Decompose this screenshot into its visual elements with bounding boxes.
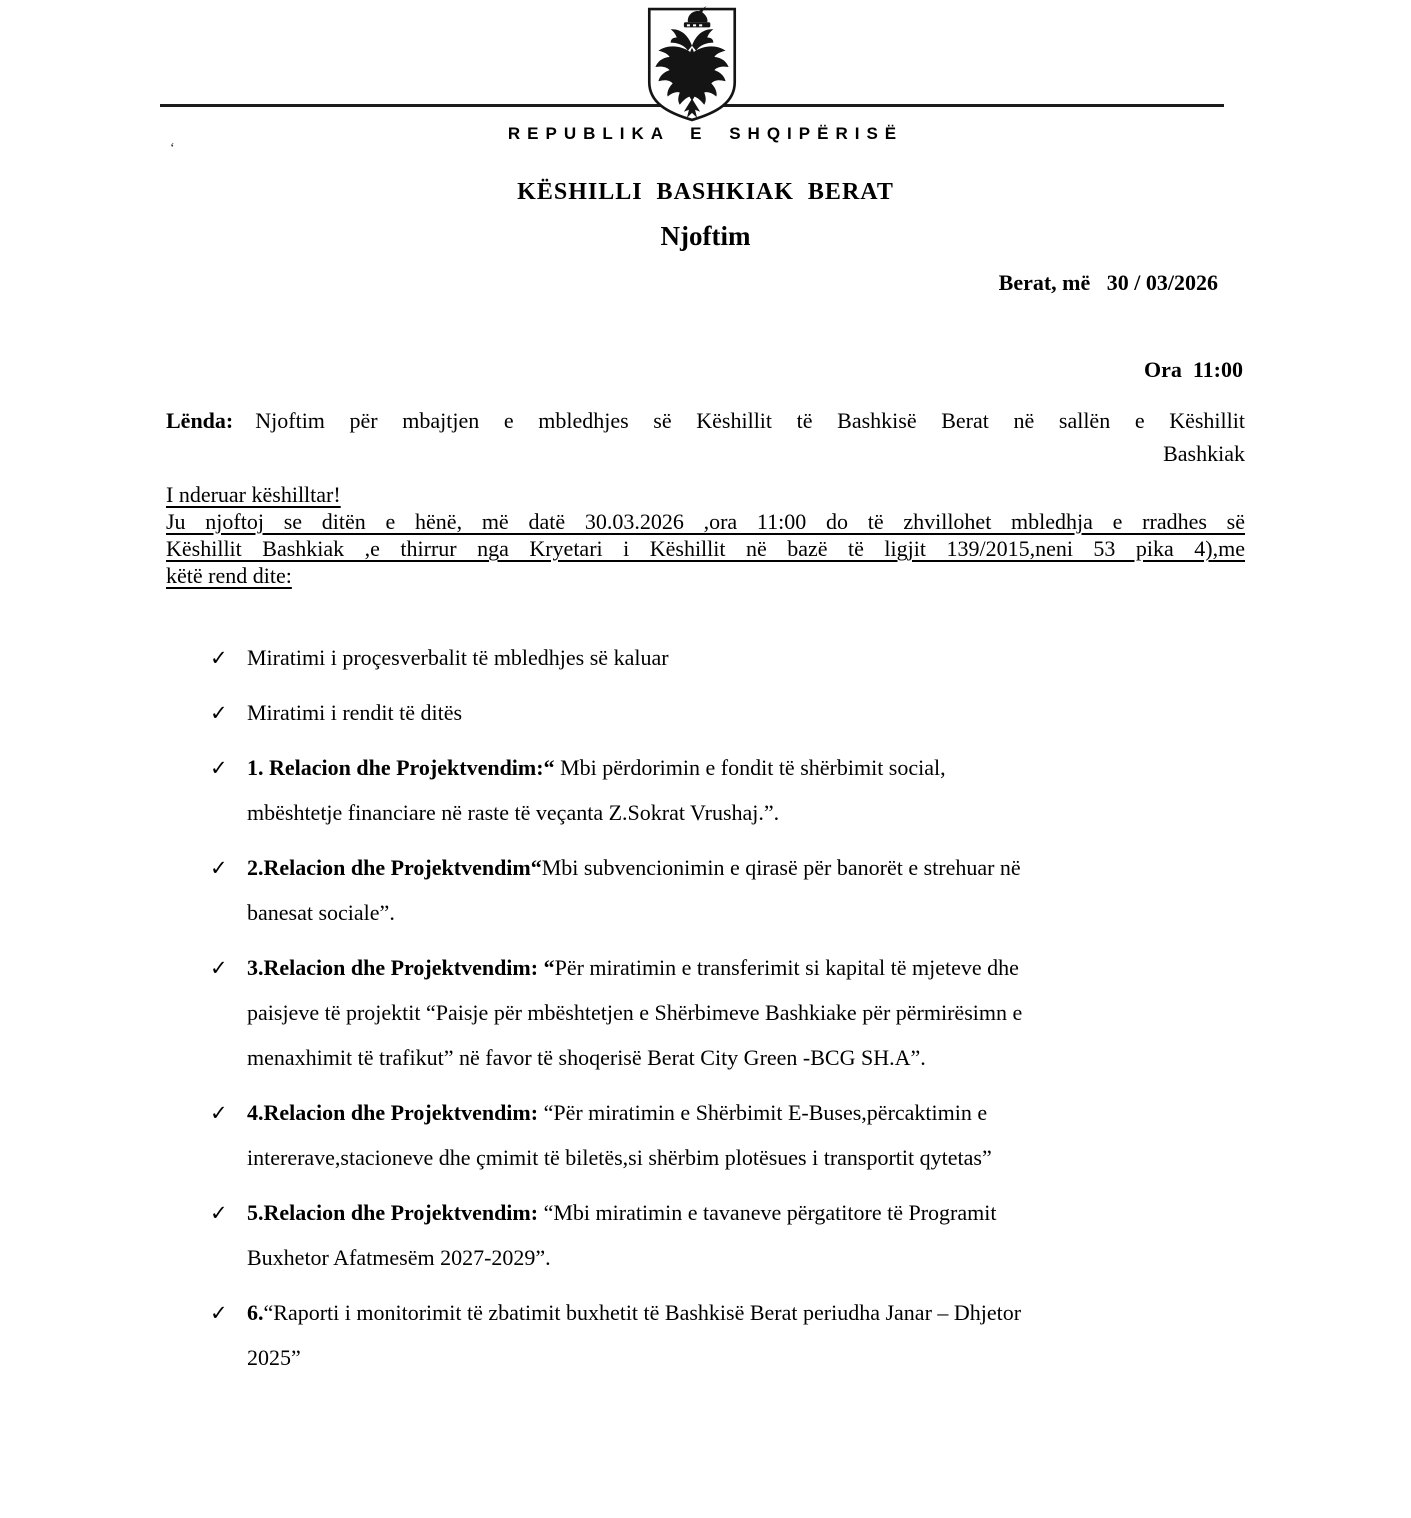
agenda-item-line: 5.Relacion dhe Projektvendim: “Mbi miratimin e tavaneve përgatitore të Programit [247, 1200, 997, 1225]
agenda-item-line: 2.Relacion dhe Projektvendim“Mbi subvencionimin e qirasë për banorët e strehuar në [247, 855, 1021, 880]
subject-text: Njoftim për mbajtjen e mbledhjes së Këshillit të Bashkisë Berat në sallën e Këshillit [255, 408, 1245, 433]
stray-mark: ‘ [170, 141, 175, 156]
agenda-item-line: Buxhetor Afatmesëm 2027-2029”. [247, 1245, 551, 1270]
albania-coat-of-arms-icon [645, 5, 739, 123]
republic-title: REPUBLIKA E SHQIPËRISË [507, 124, 904, 143]
checkmark-icon: ✓ [210, 756, 228, 780]
checkmark-icon: ✓ [210, 856, 228, 880]
agenda-item-line: 1. Relacion dhe Projektvendim:“ Mbi përdorimin e fondit të shërbimit social, [247, 755, 946, 780]
agenda-item-line: paisjeve të projektit “Paisje për mbështetjen e Shërbimeve Bashkiake për përmirësimn e [247, 1000, 1023, 1025]
agenda-item-line: intererave,stacioneve dhe çmimit të biletës,si shërbim plotësues i transportit qytetas” [247, 1145, 992, 1170]
agenda-item [166, 1090, 1245, 1180]
council-title: KËSHILLI BASHKIAK BERAT [517, 179, 894, 205]
checkmark-icon: ✓ [210, 1201, 228, 1225]
agenda-item-text [247, 745, 1245, 835]
agenda-item-text [247, 945, 1245, 1080]
checkmark-icon: ✓ [210, 701, 228, 725]
agenda-item-text [247, 1190, 1245, 1280]
subject-block [166, 404, 1245, 470]
agenda-item [166, 690, 1245, 735]
agenda-item [166, 1190, 1245, 1280]
agenda-item-text [247, 845, 1245, 935]
agenda-item-line: Miratimi i rendit të ditës [247, 700, 463, 725]
agenda-item-line: menaxhimit të trafikut” në favor të shoqerisë Berat City Green -BCG SH.A”. [247, 1045, 926, 1070]
checkmark-icon: ✓ [210, 1101, 228, 1125]
intro-paragraph [166, 481, 1245, 589]
intro-line: Ju njoftoj se ditën e hënë, më datë 30.03.2026 ,ora 11:00 do të zhvillohet mbledhja e rradhes së [166, 509, 1245, 534]
subject-line-1 [166, 404, 1245, 437]
document-body [166, 404, 1245, 1390]
agenda-item [166, 845, 1245, 935]
agenda-item-line: mbështetje financiare në raste të veçanta Z.Sokrat Vrushaj.”. [247, 800, 780, 825]
agenda-item [166, 1290, 1245, 1380]
intro-line: Këshillit Bashkiak ,e thirrur nga Kryetari i Këshillit në bazë të ligjit 139/2015,neni 53 pika 4),me [166, 536, 1245, 561]
agenda-item-line: 6.“Raporti i monitorimit të zbatimit buxhetit të Bashkisë Berat periudha Janar – Dhjetor [247, 1300, 1022, 1325]
time-line: Ora 11:00 [1144, 357, 1243, 382]
agenda-list [166, 635, 1245, 1380]
agenda-item-line: banesat sociale”. [247, 900, 395, 925]
agenda-item-line: 4.Relacion dhe Projektvendim: “Për miratimin e Shërbimit E-Buses,përcaktimin e [247, 1100, 988, 1125]
agenda-item [166, 745, 1245, 835]
checkmark-icon: ✓ [210, 646, 228, 670]
document-title: Njoftim [660, 221, 751, 251]
agenda-item-line: 3.Relacion dhe Projektvendim: “Për miratimin e transferimit si kapital të mjeteve dhe [247, 955, 1019, 980]
checkmark-icon: ✓ [210, 1301, 228, 1325]
subject-label: Lënda: [166, 408, 234, 433]
agenda-item-text [247, 635, 1245, 680]
agenda-item [166, 635, 1245, 680]
agenda-item-text [247, 690, 1245, 735]
agenda-item [166, 945, 1245, 1080]
agenda-item-text [247, 1090, 1245, 1180]
checkmark-icon: ✓ [210, 956, 228, 980]
date-line: Berat, më 30 / 03/2026 [998, 270, 1218, 295]
agenda-item-line: Miratimi i proçesverbalit të mbledhjes së kaluar [247, 645, 669, 670]
subject-line-2: Bashkiak [1163, 441, 1245, 466]
agenda-item-text [247, 1290, 1245, 1380]
intro-line: këtë rend dite: [166, 563, 292, 588]
intro-line: I nderuar këshilltar! [166, 482, 341, 507]
agenda-item-line: 2025” [247, 1345, 301, 1370]
